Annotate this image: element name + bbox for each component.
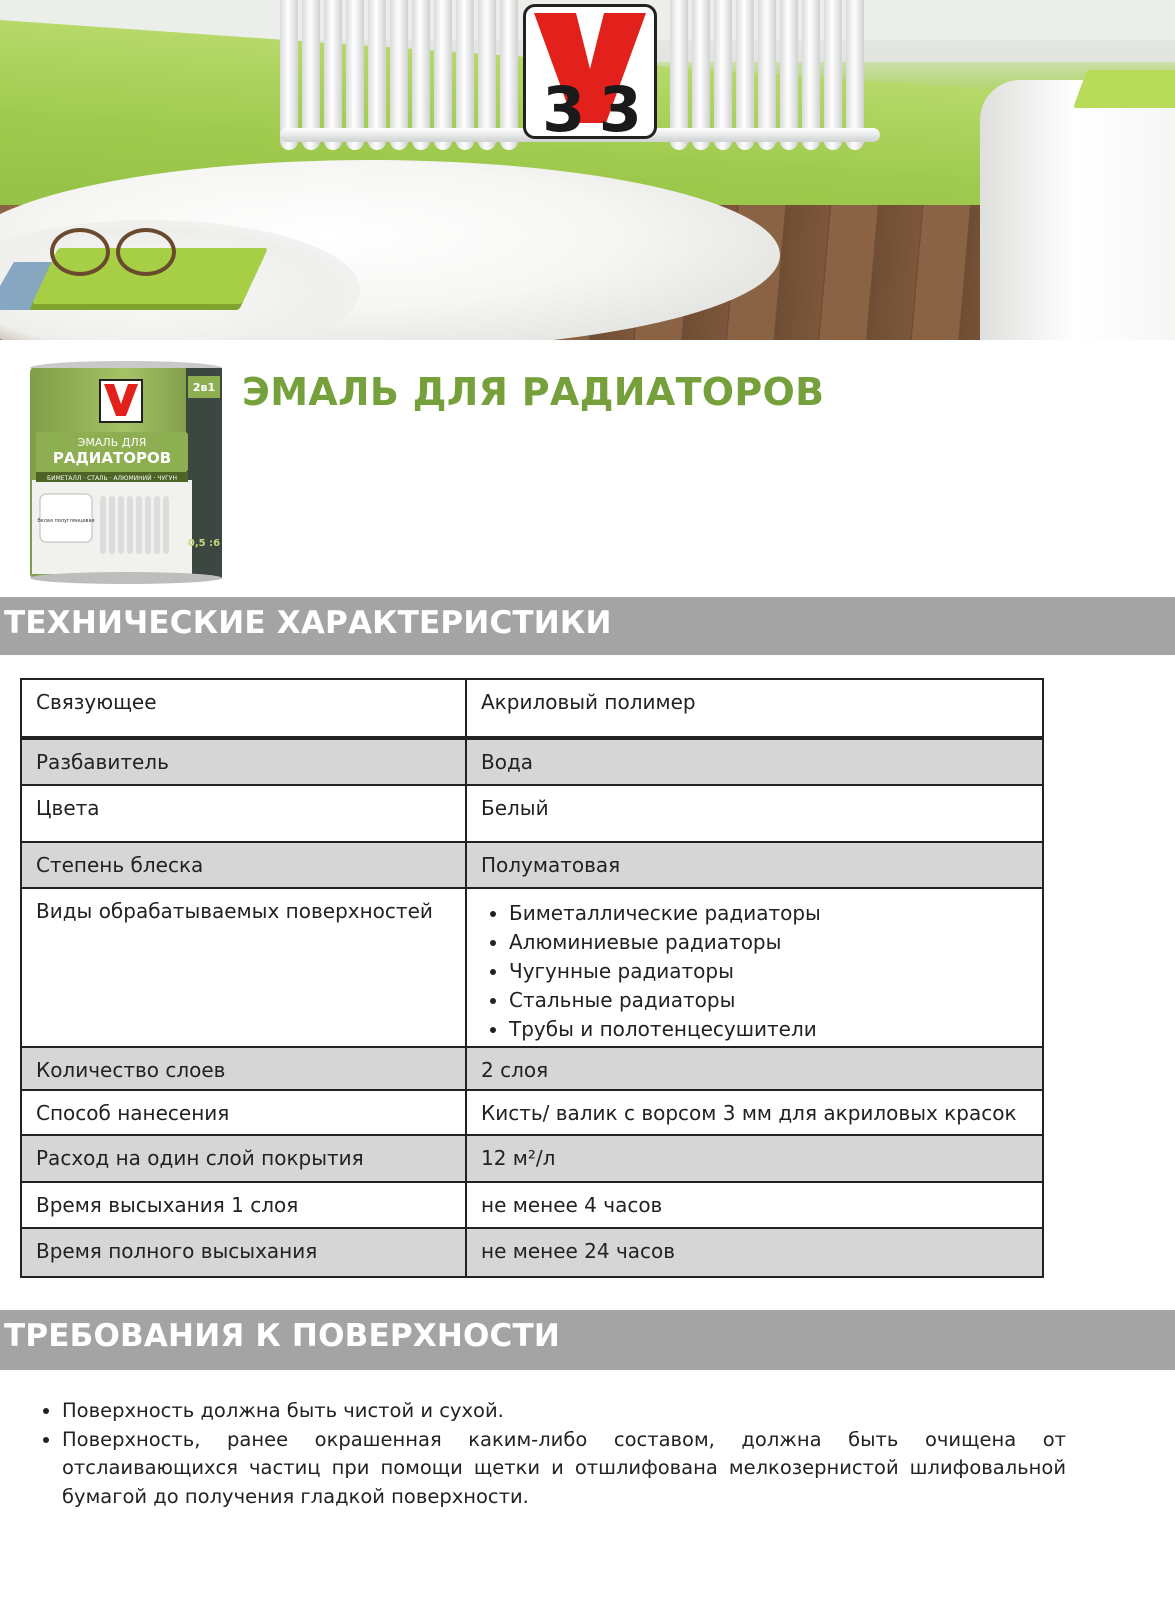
- spec-value: Кисть/ валик с ворсом 3 мм для акриловых красок: [466, 1090, 1043, 1135]
- table-row: [21, 842, 1043, 888]
- list-item: • Алюминиевые радиаторы: [509, 928, 1028, 957]
- requirements-list: [32, 1397, 1066, 1511]
- spec-key: Количество слоев: [21, 1047, 466, 1090]
- spec-table: [20, 678, 1044, 1278]
- spec-value: Белый: [466, 785, 1043, 842]
- spec-key: Цвета: [21, 785, 466, 842]
- paint-can-image: [28, 360, 224, 585]
- table-row: [21, 679, 1043, 738]
- spec-key: Виды обрабатываемых поверхностей: [21, 888, 466, 1047]
- table-row: [21, 1047, 1043, 1090]
- can-materials: БИМЕТАЛЛ · СТАЛЬ · АЛЮМИНИЙ · ЧУГУН: [47, 475, 177, 482]
- can-volume: 0,5 :6: [187, 538, 221, 549]
- spec-key: Время высыхания 1 слоя: [21, 1182, 466, 1228]
- list-item: • Стальные радиаторы: [509, 986, 1028, 1015]
- list-item: • Биметаллические радиаторы: [509, 899, 1028, 928]
- spec-key: Разбавитель: [21, 738, 466, 785]
- can-side-badge: 2в1: [192, 381, 216, 394]
- spec-value: Акриловый полимер: [466, 679, 1043, 738]
- table-row: [21, 785, 1043, 842]
- spec-key: Способ нанесения: [21, 1090, 466, 1135]
- hero-banner: [0, 0, 1175, 340]
- can-label-line1: ЭМАЛЬ ДЛЯ: [77, 436, 147, 449]
- list-item: • Трубы и полотенцесушители: [509, 1015, 1028, 1044]
- spec-value: Полуматовая: [466, 842, 1043, 888]
- table-row: [21, 888, 1043, 1047]
- spec-value: 12 м²/л: [466, 1135, 1043, 1182]
- can-label-line2: РАДИАТОРОВ: [52, 449, 172, 467]
- glasses-icon: [50, 218, 200, 278]
- spec-value: Вода: [466, 738, 1043, 785]
- white-side-table: [980, 80, 1175, 340]
- table-row: [21, 1090, 1043, 1135]
- table-row: [21, 1228, 1043, 1277]
- product-title: ЭМАЛЬ ДЛЯ РАДИАТОРОВ: [242, 370, 825, 414]
- list-item: • Чугунные радиаторы: [509, 957, 1028, 986]
- spec-key: Связующее: [21, 679, 466, 738]
- tech-section-title: ТЕХНИЧЕСКИЕ ХАРАКТЕРИСТИКИ: [4, 605, 612, 641]
- green-book-on-table: [1073, 70, 1175, 108]
- list-item: • Поверхность должна быть чистой и сухой.: [62, 1397, 1066, 1426]
- table-row: [21, 738, 1043, 785]
- spec-value: не менее 4 часов: [466, 1182, 1043, 1228]
- spec-value: не менее 24 часов: [466, 1228, 1043, 1277]
- spec-key: Время полного высыхания: [21, 1228, 466, 1277]
- svg-text:3 3: 3 3: [542, 73, 638, 136]
- spec-key: Расход на один слой покрытия: [21, 1135, 466, 1182]
- spec-value-list: [466, 888, 1043, 1047]
- table-row: [21, 1182, 1043, 1228]
- tech-section-header: [0, 597, 1175, 655]
- requirements-section-header: [0, 1310, 1175, 1370]
- spec-value: 2 слоя: [466, 1047, 1043, 1090]
- list-item: • Поверхность, ранее окрашенная каким-либо составом, должна быть очищена от отслаивающихся частиц при помощи щетки и отшлифована мелкозернистой шлифовальной бумагой до получения гладкой поверхности.: [62, 1426, 1066, 1512]
- table-row: [21, 1135, 1043, 1182]
- can-color-badge: белая полуглянцевая: [37, 518, 95, 524]
- spec-key: Степень блеска: [21, 842, 466, 888]
- requirements-section-title: ТРЕБОВАНИЯ К ПОВЕРХНОСТИ: [4, 1318, 560, 1354]
- v33-logo: [523, 4, 657, 139]
